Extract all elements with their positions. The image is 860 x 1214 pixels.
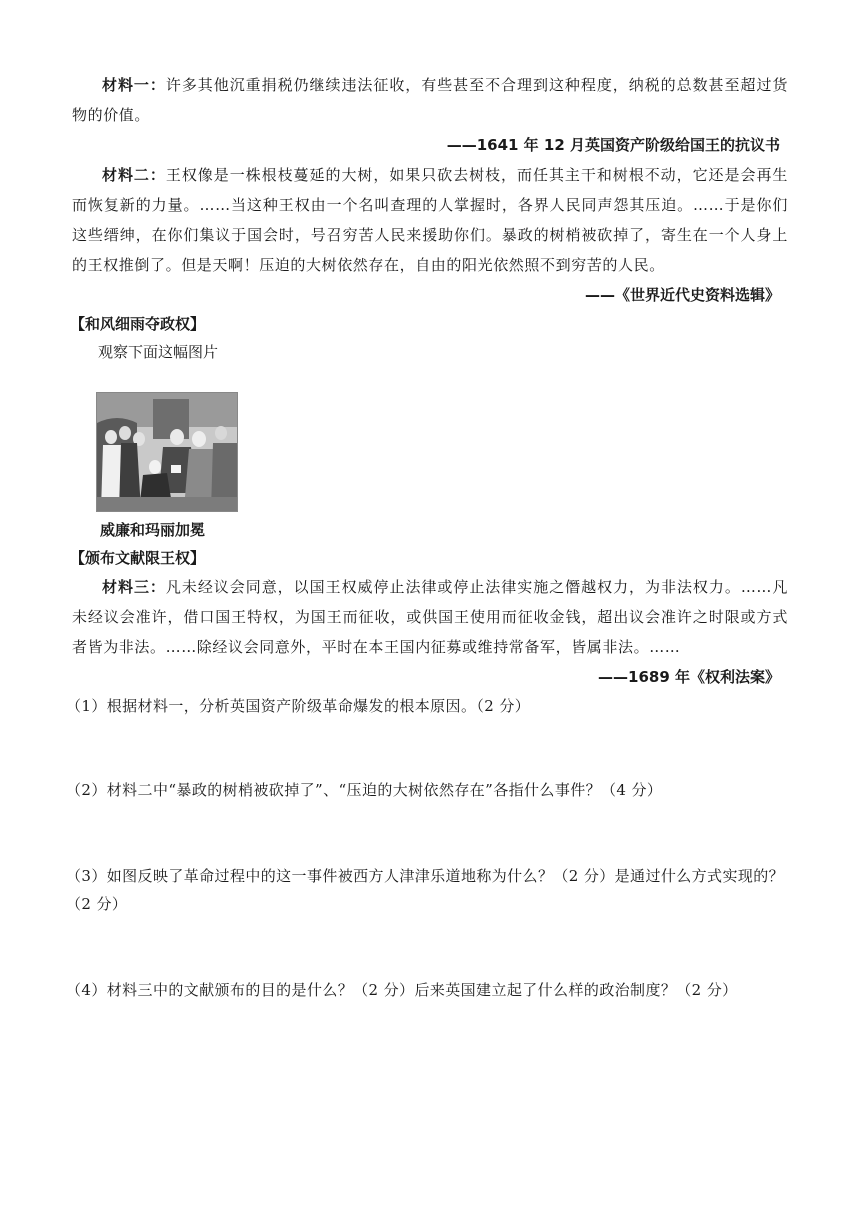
question-2: （2）材料二中“暴政的树梢被砍掉了”、“压迫的大树依然存在”各指什么事件？（4 分） <box>66 781 663 799</box>
material-2-lead: 材料二： <box>102 166 166 184</box>
material-3-paragraph <box>72 572 788 662</box>
material-1-paragraph <box>72 70 788 130</box>
material-1-text: 许多其他沉重捐税仍继续违法征收，有些甚至不合理到这种程度，纳税的总数甚至超过货物的价值。 <box>72 76 789 124</box>
material-3-source: ——1689 年《权利法案》 <box>598 668 780 686</box>
material-3-text: 凡未经议会同意，以国王权威停止法律或停止法律实施之僭越权力，为非法权力。……凡未经议会准许，借口国王特权，为国王而征收，或供国王使用而征收金钱，超出议会准许之时限或方式者皆为非法。……除经议会同意外，平时在本王国内征募或维持常备军，皆属非法。…… <box>72 578 788 656</box>
section-title-power: 【和风细雨夺政权】 <box>70 315 206 333</box>
material-1-lead: 材料一： <box>102 76 166 94</box>
figure-caption: 威廉和玛丽加冕 <box>100 521 206 539</box>
material-3-lead: 材料三： <box>102 578 166 596</box>
material-2-source: ——《世界近代史资料选辑》 <box>584 286 780 304</box>
observe-instruction: 观察下面这幅图片 <box>98 343 219 361</box>
question-3: （3）如图反映了革命过程中的这一事件被西方人津津乐道地称为什么？（2 分）是通过什么方式实现的？（2 分） <box>66 867 785 913</box>
document-page <box>66 70 789 1004</box>
section-title-documents: 【颁布文献限王权】 <box>70 549 206 567</box>
material-1-source: ——1641 年 12 月英国资产阶级给国王的抗议书 <box>446 136 780 154</box>
material-2-text: 王权像是一株根枝蔓延的大树，如果只砍去树枝，而任其主干和树根不动，它还是会再生而恢复新的力量。……当这种王权由一个名叫查理的人掌握时，各界人民同声怨其压迫。……于是你们这些缙绅，在你们集议于国会时，号召穷苦人民来援助你们。暴政的树梢被砍掉了，寄生在一个人身上的王权推倒了。但是天啊！压迫的大树依然存在，自由的阳光依然照不到穷苦的人民。 <box>72 166 789 274</box>
question-4: （4）材料三中的文献颁布的目的是什么？（2 分）后来英国建立起了什么样的政治制度？（2 分） <box>66 981 738 999</box>
coronation-figure <box>96 392 236 544</box>
question-1: （1）根据材料一，分析英国资产阶级革命爆发的根本原因。（2 分） <box>66 697 531 715</box>
material-2-paragraph <box>72 160 788 280</box>
coronation-engraving-image <box>96 392 238 512</box>
